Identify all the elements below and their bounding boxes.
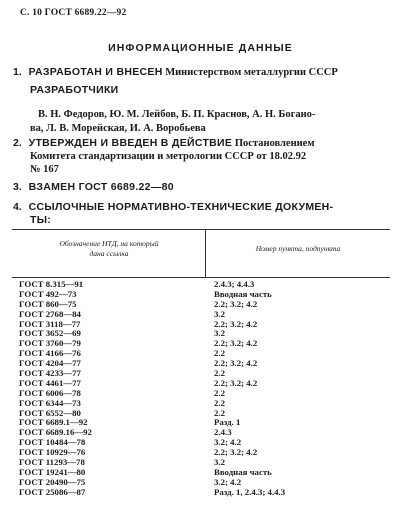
section-4-line-2: ТЫ: [30,214,52,226]
clause-number: 2.2 [214,407,225,418]
column-header-line: Обозначение НТД, на который [59,239,159,248]
section-number: 1. [13,66,22,78]
document-reference: ГОСТ 8.315—91 [19,279,84,289]
reference-table-body [0,280,401,498]
clause-number: 2.4.3 [214,427,232,438]
document-reference: ГОСТ 20490—75 [19,476,86,487]
section-4 [13,201,391,214]
clause-number: 2.2; 3.2; 4.2 [214,447,258,458]
clause-number: 2.4.3; 4.4.3 [214,279,255,289]
clause-number: Разд. 1, 2.4.3; 4.4.3 [214,486,286,497]
table-row [0,488,401,498]
clause-number: 2.2 [214,387,225,398]
clause-number: 3.2; 4.2 [214,476,242,487]
document-reference: ГОСТ 2768—84 [19,308,81,319]
clause-number: 2.2; 3.2; 4.2 [214,298,258,309]
clause-number: 2.2; 3.2; 4.2 [214,338,258,349]
clause-number: Вводная часть [214,466,272,477]
section-2-line-3: № 167 [30,164,59,175]
section-3 [13,181,391,194]
section-heading: ВЗАМЕН ГОСТ 6689.22—80 [28,181,174,193]
section-number: 4. [13,201,22,213]
clause-number: 2.2; 3.2; 4.2 [214,318,258,329]
document-reference: ГОСТ 3652—69 [19,328,81,339]
clause-number: 2.2 [214,348,225,359]
document-reference: ГОСТ 3118—77 [19,318,81,329]
developers-heading: РАЗРАБОТЧИКИ [30,84,119,96]
section-heading: РАЗРАБОТАН И ВНЕСЕН [28,66,163,78]
section-number: 3. [13,181,22,193]
column-header-clause: Номер пункта, подпункта [255,244,341,253]
column-header-document [16,239,202,259]
clause-number: 2.2; 3.2; 4.2 [214,358,258,369]
clause-number: Разд. 1 [214,417,241,428]
clause-number: 2.2 [214,397,225,408]
document-reference: ГОСТ 4204—77 [19,358,81,369]
section-text: Министерством металлургии СССР [165,67,338,78]
document-reference: ГОСТ 19241—80 [19,466,86,477]
page-header: С. 10 ГОСТ 6689.22—92 [20,8,127,18]
document-reference: ГОСТ 6344—73 [19,397,81,408]
document-reference: ГОСТ 25086—87 [19,486,86,497]
column-header-line: дана ссылка [89,249,129,258]
section-heading: ССЫЛОЧНЫЕ НОРМАТИВНО-ТЕХНИЧЕСКИЕ ДОКУМЕН- [28,201,334,213]
developers-line: ва, Л. В. Морейская, И. А. Воробьева [30,123,206,134]
document-reference: ГОСТ 10929—76 [19,447,86,458]
document-reference: ГОСТ 860—75 [19,298,77,309]
clause-number: Вводная часть [214,288,272,299]
document-reference: ГОСТ 3760—79 [19,338,81,349]
section-2 [13,137,391,150]
column-divider [205,230,206,277]
document-reference: ГОСТ 4166—76 [19,348,81,359]
section-text: Постановлением [234,138,315,149]
clause-number: 3.2; 4.2 [214,437,242,448]
section-number: 2. [13,137,22,149]
document-reference: ГОСТ 4233—77 [19,368,81,379]
document-reference: ГОСТ 492—73 [19,288,77,299]
clause-number: 3.2 [214,457,225,468]
document-reference: ГОСТ 6552—80 [19,407,81,418]
document-reference: ГОСТ 6689.16—92 [19,427,92,438]
clause-number: 2.2; 3.2; 4.2 [214,377,258,388]
document-reference: ГОСТ 11293—78 [19,457,85,468]
page-title: ИНФОРМАЦИОННЫЕ ДАННЫЕ [108,42,293,54]
document-reference: ГОСТ 10484—78 [19,437,86,448]
developers-list [30,108,384,136]
reference-table-header [12,229,390,278]
section-1 [13,66,391,79]
clause-number: 2.2 [214,368,225,379]
section-2-line-2: Комитета стандартизации и метрологии СССР от 18.02.92 [30,151,307,162]
clause-number: 3.2 [214,308,225,319]
document-reference: ГОСТ 6006—78 [19,387,81,398]
section-heading: УТВЕРЖДЕН И ВВЕДЕН В ДЕЙСТВИЕ [28,137,233,149]
developers-line: В. Н. Федоров, Ю. М. Лейбов, Б. П. Краснов, А. Н. Богано- [38,109,316,120]
document-reference: ГОСТ 4461—77 [19,377,81,388]
clause-number: 3.2 [214,328,225,339]
document-reference: ГОСТ 6689.1—92 [19,417,88,428]
